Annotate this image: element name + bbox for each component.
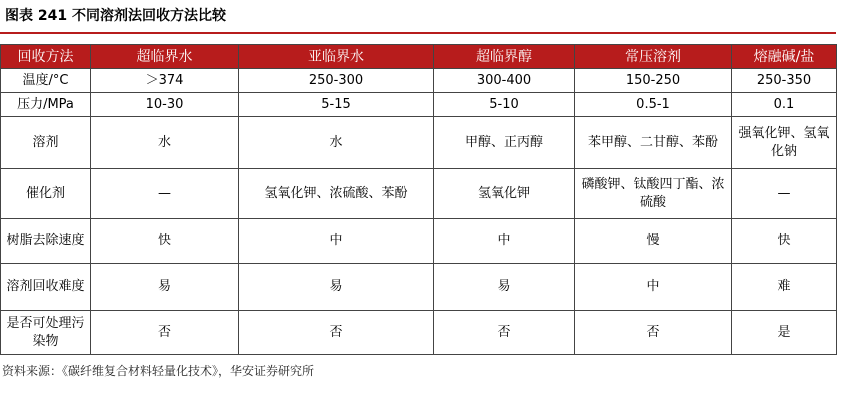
table-cell: 水 xyxy=(239,117,434,169)
table-cell: 磷酸钾、钛酸四丁酯、浓硫酸 xyxy=(575,169,732,219)
table-cell: 150-250 xyxy=(575,69,732,93)
row-label: 树脂去除速度 xyxy=(1,219,91,264)
table-cell: 否 xyxy=(434,311,575,355)
table-cell: 难 xyxy=(732,264,837,311)
header-supercritical-alcohol: 超临界醇 xyxy=(434,45,575,69)
table-cell: 300-400 xyxy=(434,69,575,93)
table-row xyxy=(1,93,837,117)
table-row xyxy=(1,117,837,169)
table-cell: 慢 xyxy=(575,219,732,264)
table-cell: 5-10 xyxy=(434,93,575,117)
row-label: 催化剂 xyxy=(1,169,91,219)
header-atmospheric-solvent: 常压溶剂 xyxy=(575,45,732,69)
header-molten-alkali-salt: 熔融碱/盐 xyxy=(732,45,837,69)
table-cell: 否 xyxy=(91,311,239,355)
row-label: 温度/°C xyxy=(1,69,91,93)
table-row xyxy=(1,311,837,355)
table-cell: 水 xyxy=(91,117,239,169)
table-cell: 中 xyxy=(434,219,575,264)
table-cell: 易 xyxy=(239,264,434,311)
table-cell: 氢氧化钾 xyxy=(434,169,575,219)
figure-title: 图表 241 不同溶剂法回收方法比较 xyxy=(5,8,226,24)
table-cell: — xyxy=(91,169,239,219)
table-cell: — xyxy=(732,169,837,219)
title-rule xyxy=(0,32,836,34)
table-cell: 快 xyxy=(91,219,239,264)
table-cell: 苯甲醇、二甘醇、苯酚 xyxy=(575,117,732,169)
table-cell: 250-300 xyxy=(239,69,434,93)
table-row xyxy=(1,169,837,219)
row-label: 压力/MPa xyxy=(1,93,91,117)
table-row xyxy=(1,264,837,311)
table-cell: 易 xyxy=(434,264,575,311)
table-cell: 易 xyxy=(91,264,239,311)
table-cell: 快 xyxy=(732,219,837,264)
table-cell: 甲醇、正丙醇 xyxy=(434,117,575,169)
table-cell: 0.5-1 xyxy=(575,93,732,117)
header-row xyxy=(1,45,837,69)
source-note: 资料来源：《碳纤维复合材料轻量化技术》，华安证券研究所 xyxy=(2,364,315,378)
table-row xyxy=(1,219,837,264)
row-label: 是否可处理污染物 xyxy=(1,311,91,355)
table-cell: 5-15 xyxy=(239,93,434,117)
table-cell: 中 xyxy=(239,219,434,264)
table-cell: 250-350 xyxy=(732,69,837,93)
header-method: 回收方法 xyxy=(1,45,91,69)
table-row xyxy=(1,69,837,93)
table-cell: 0.1 xyxy=(732,93,837,117)
table-cell: 是 xyxy=(732,311,837,355)
row-label: 溶剂回收难度 xyxy=(1,264,91,311)
table-cell: 10-30 xyxy=(91,93,239,117)
table-cell: 强氧化钾、氢氧化钠 xyxy=(732,117,837,169)
header-subcritical-water: 亚临界水 xyxy=(239,45,434,69)
table-cell: 否 xyxy=(575,311,732,355)
table-cell: 中 xyxy=(575,264,732,311)
comparison-table xyxy=(0,44,837,355)
table-cell: 否 xyxy=(239,311,434,355)
header-supercritical-water: 超临界水 xyxy=(91,45,239,69)
table-cell: ＞374 xyxy=(91,69,239,93)
row-label: 溶剂 xyxy=(1,117,91,169)
table-cell: 氢氧化钾、浓硫酸、苯酚 xyxy=(239,169,434,219)
